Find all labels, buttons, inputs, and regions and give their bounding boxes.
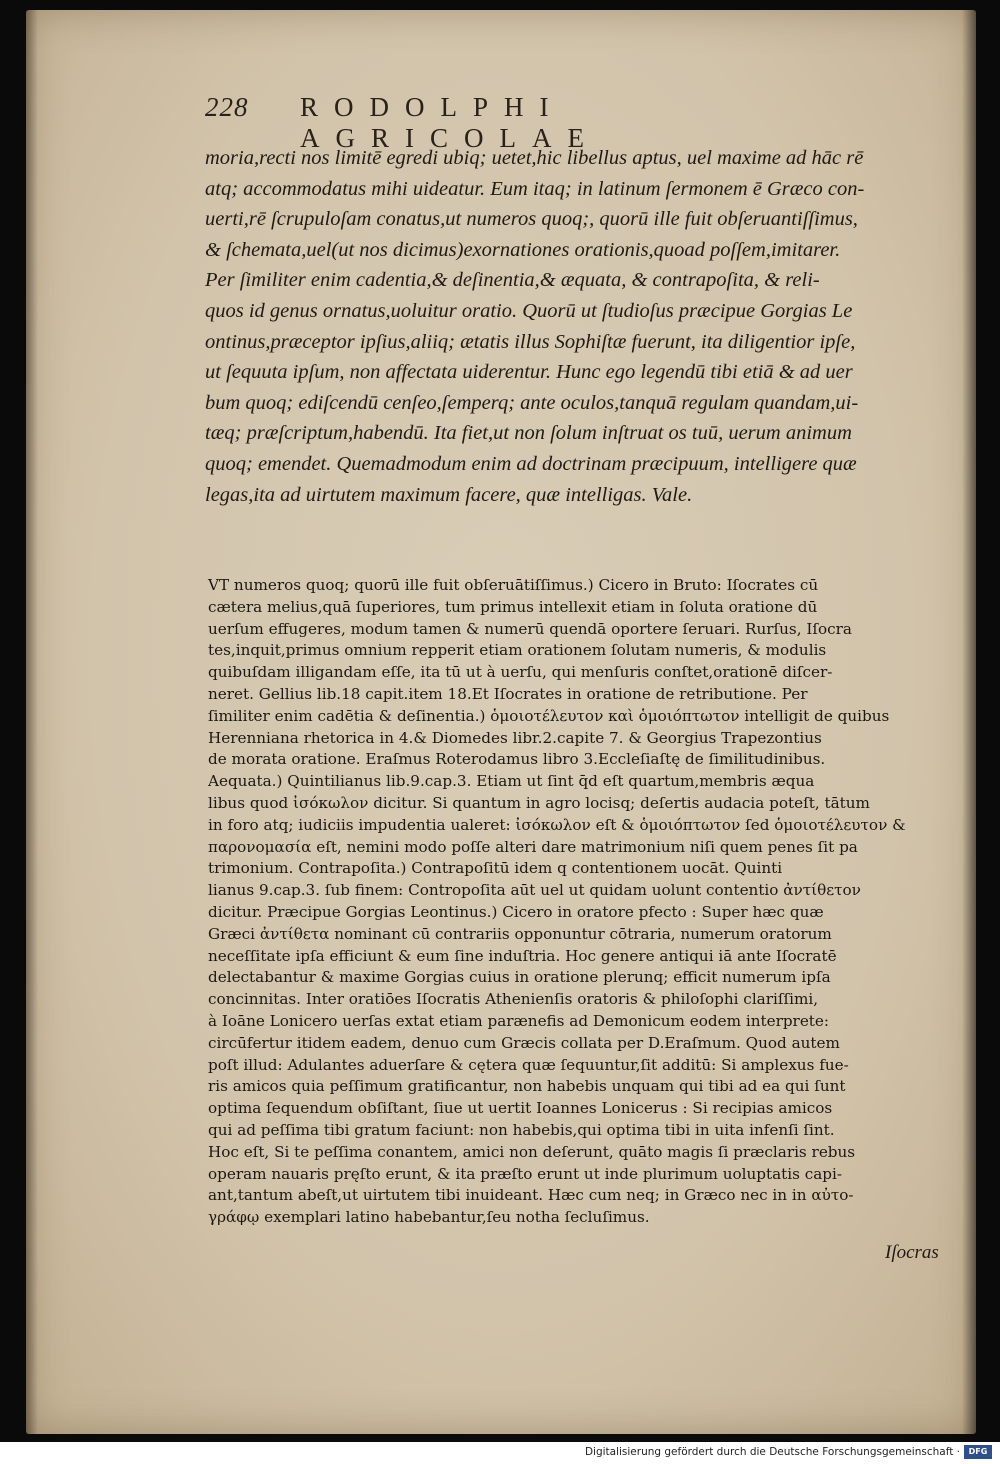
- page-edge-shadow: [26, 10, 38, 1434]
- text-line: bum quoq; ediſcendū cenſeo,ſemperq; ante oculos,tanquā regulam quandam,ui-: [205, 391, 859, 414]
- text-line: quos id genus ornatus,uoluitur oratio. Quorū ut ſtudioſus præcipue Gorgias Le: [205, 299, 853, 322]
- commentary-line: qui ad peſſima tibi gratum faciunt: non habebis,qui optima tibi in uita infenſi ſint.: [208, 1120, 835, 1139]
- commentary-line: poſt illud: Adulantes aduerſare & cętera quæ ſequuntur,ſit additū: Si amplexus fue-: [208, 1055, 849, 1074]
- commentary-line: quibuſdam illigandam eſſe, ita tū ut à uerſu, qui menſuris conſtet,orationē diſcer-: [208, 663, 833, 682]
- text-line: & ſchemata,uel(ut nos dicimus)exornationes orationis,quoad poſſem,imitarer.: [205, 238, 841, 261]
- commentary-line: neret. Gellius lib.18 capit.item 18.Et Iſocrates in oratione de retributione. Per: [208, 684, 808, 703]
- commentary-line: γράφῳ exemplari latino habebantur,ſeu notha ſecluſimus.: [208, 1208, 650, 1227]
- commentary-line: ſimiliter enim cadētia & deſinentia.) ὁμοιοτέλευτον καὶ ὁμοιόπτωτον intelligit de quibus: [208, 706, 890, 725]
- commentary-line: Aequata.) Quintilianus lib.9.cap.3. Etiam ut ſint q̄d eſt quartum,membris æqua: [208, 772, 815, 791]
- commentary-line: neceſſitate ipſa efficiunt & eum ſine induſtria. Hoc genere antiqui iā ante Iſocratē: [208, 946, 837, 965]
- commentary-line: VT numeros quoq; quorū ille fuit obſeruātiſſimus.) Cicero in Bruto: Iſocrates cū: [208, 576, 819, 594]
- commentary-line: in foro atq; iudiciis impudentia ualeret: ἰσόκωλον eſt & ὁμοιόπτωτον ſed ὁμοιοτέλευτον &: [208, 815, 906, 834]
- footer-bar: [0, 1442, 1000, 1464]
- commentary-line: delectabantur & maxime Gorgias cuius in oratione plerunq; efficit numerum ipſa: [208, 968, 831, 987]
- page-header: [205, 92, 885, 153]
- text-line: moria,recti nos limitē egredi ubiq; uetet,hic libellus aptus, uel maxime ad hāc rē: [205, 147, 864, 169]
- text-line: tæq; præſcriptum,habendū. Ita fiet,ut non ſolum inſtruat os tuū, uerum animum: [205, 422, 852, 445]
- commentary-line: ris amicos quia peſſimum gratificantur, non habebis unquam qui tibi ad ea qui ſunt: [208, 1077, 846, 1096]
- commentary-line: libus quod ἰσόκωλον dicitur. Si quantum in agro locisq; deſertis audacia poteſt, tātum: [208, 793, 870, 812]
- text-line: quoq; emendet. Quemadmodum enim ad doctrinam præcipuum, intelligere quæ: [205, 452, 857, 475]
- commentary-line: tes,inquit,primus omnium repperit etiam orationem ſolutam numeris, & modulis: [208, 641, 827, 660]
- funding-credit: Digitalisierung gefördert durch die Deutsche Forschungsgemeinschaft ·: [584, 1446, 960, 1458]
- commentary-line: Hoc eſt, Si te peſſima conantem, amici non deſerunt, quāto magis ſi præclaris rebus: [208, 1142, 856, 1161]
- text-line: Per ſimiliter enim cadentia,& deſinentia,& æquata, & contrapoſita, & reli-: [205, 269, 820, 292]
- catchword: Iſocras: [885, 1242, 939, 1263]
- commentary-line: concinnitas. Inter oratiōes Iſocratis Athenienſis oratoris & philoſophi clariſſimi,: [208, 990, 819, 1009]
- dfg-logo: DFG: [964, 1445, 992, 1459]
- commentary-block: [208, 575, 960, 1229]
- text-line: legas,ita ad uirtutem maximum facere, quæ intelligas. Vale.: [205, 483, 693, 506]
- running-title: RODOLPHI AGRICOLAE: [300, 92, 600, 153]
- text-line: ut ſequuta ipſum, non affectata uiderentur. Hunc ego legendū tibi etiā & ad uer: [205, 361, 853, 384]
- commentary-line: de morata oratione. Eraſmus Roterodamus libro 3.Eccleſiaſtę de ſimilitudinibus.: [208, 750, 826, 769]
- commentary-line: operam nauaris pręſto erunt, & ita præſto erunt ut inde plurimum uoluptatis capi-: [208, 1164, 843, 1183]
- commentary-line: uerſum effugeres, modum tamen & numerū quendā oportere ſeruari. Rurſus, Iſocra: [208, 619, 852, 638]
- commentary-line: trimonium. Contrapoſita.) Contrapoſitū idem q contentionem uocāt. Quinti: [208, 859, 783, 878]
- commentary-line: lianus 9.cap.3. ſub finem: Contropoſita aūt uel ut quidam uolunt contentio ἀντίθετον: [208, 881, 861, 900]
- commentary-line: optima ſequendum obſiſtant, ſiue ut uertit Ioannes Lonicerus : Si recipias amicos: [208, 1099, 833, 1118]
- italic-text-block: [205, 143, 965, 510]
- text-line: atq; accommodatus mihi uideatur. Eum itaq; in latinum ſermonem ē Græco con-: [205, 177, 865, 200]
- commentary-line: circūfertur itidem eadem, denuo cum Græcis collata per D.Eraſmum. Quod autem: [208, 1033, 840, 1052]
- commentary-line: Herenniana rhetorica in 4.& Diomedes libr.2.capite 7. & Georgius Trapezontius: [208, 728, 822, 747]
- text-line: uerti,rē ſcrupuloſam conatus,ut numeros quoq;, quorū ille fuit obſeruantiſſimus,: [205, 208, 858, 231]
- commentary-line: Græci ἀντίθετα nominant cū contrariis opponuntur cōtraria, numerum oratorum: [208, 924, 832, 943]
- commentary-line: ant,tantum abeſt,ut uirtutem tibi inuideant. Hæc cum neq; in Græco nec in in αὐτο-: [208, 1186, 854, 1205]
- page-number: 228: [205, 92, 249, 122]
- commentary-line: dicitur. Præcipue Gorgias Leontinus.) Cicero in oratore pfecto : Super hæc quæ: [208, 902, 824, 921]
- commentary-line: à Ioāne Lonicero uerſas extat etiam parænefis ad Demonicum eodem interprete:: [208, 1011, 830, 1030]
- text-line: ontinus,præceptor ipſius,aliiq; ætatis illus Sophiſtæ fuerunt, ita diligentior ipſe,: [205, 330, 856, 353]
- commentary-line: cætera melius,quā ſuperiores, tum primus intellexit etiam in ſoluta oratione dū: [208, 597, 818, 616]
- commentary-line: παρονομασία eſt, nemini modo poſſe alteri dare matrimonium niſi quem penes ſit pa: [208, 837, 858, 856]
